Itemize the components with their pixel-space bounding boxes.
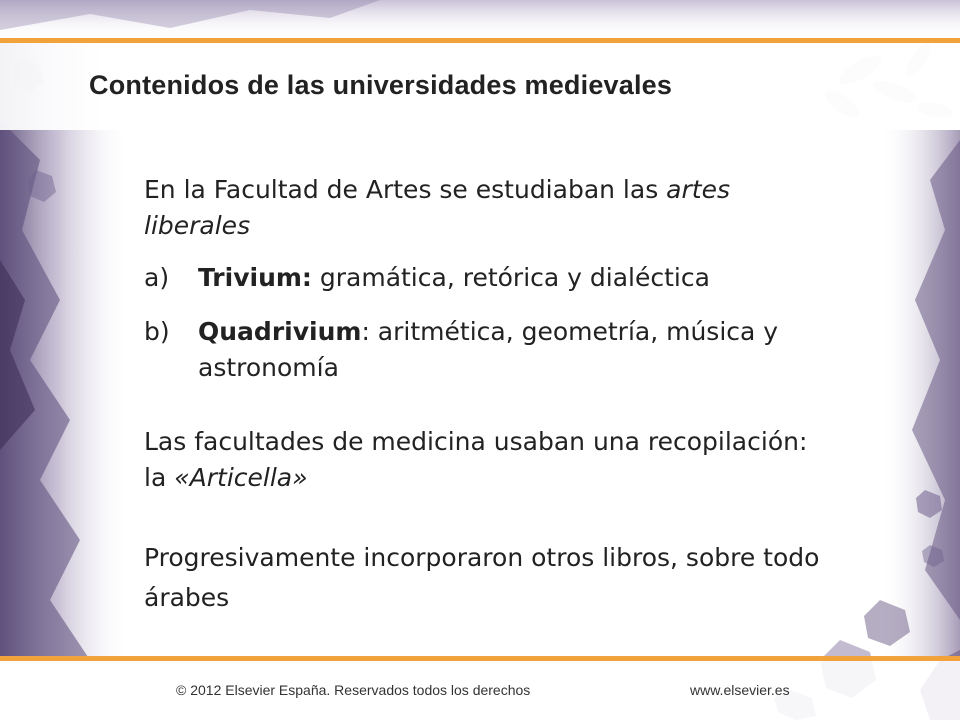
books-paragraph: Progresivamente incorporaron otros libros, sobre todo árabes xyxy=(144,543,820,612)
list-marker: b) xyxy=(144,317,170,346)
subjects-list xyxy=(144,260,844,386)
medicine-text: Las facultades de medicina usaban una recopilación: la xyxy=(144,427,808,492)
intro-italic: artes liberales xyxy=(144,175,730,240)
list-item-text: gramática, retórica y dialéctica xyxy=(311,263,710,292)
copyright-text: © 2012 Elsevier España. Reservados todos los derechos xyxy=(176,682,531,698)
medicine-paragraph xyxy=(144,424,834,496)
list-marker: a) xyxy=(144,263,170,292)
intro-text: En la Facultad de Artes se estudiaban las xyxy=(144,175,667,204)
intro-paragraph xyxy=(144,172,834,244)
list-item-lead: Quadrivium xyxy=(198,317,362,346)
list-item xyxy=(144,314,844,386)
list-item xyxy=(144,260,844,296)
medicine-italic: «Articella» xyxy=(174,463,308,492)
list-item-text: : aritmética, geometría, música y astronomía xyxy=(198,317,779,382)
list-item-lead: Trivium: xyxy=(198,263,312,292)
website-link[interactable]: www.elsevier.es xyxy=(690,682,790,698)
slide-title: Contenidos de las universidades medievales xyxy=(89,70,673,100)
